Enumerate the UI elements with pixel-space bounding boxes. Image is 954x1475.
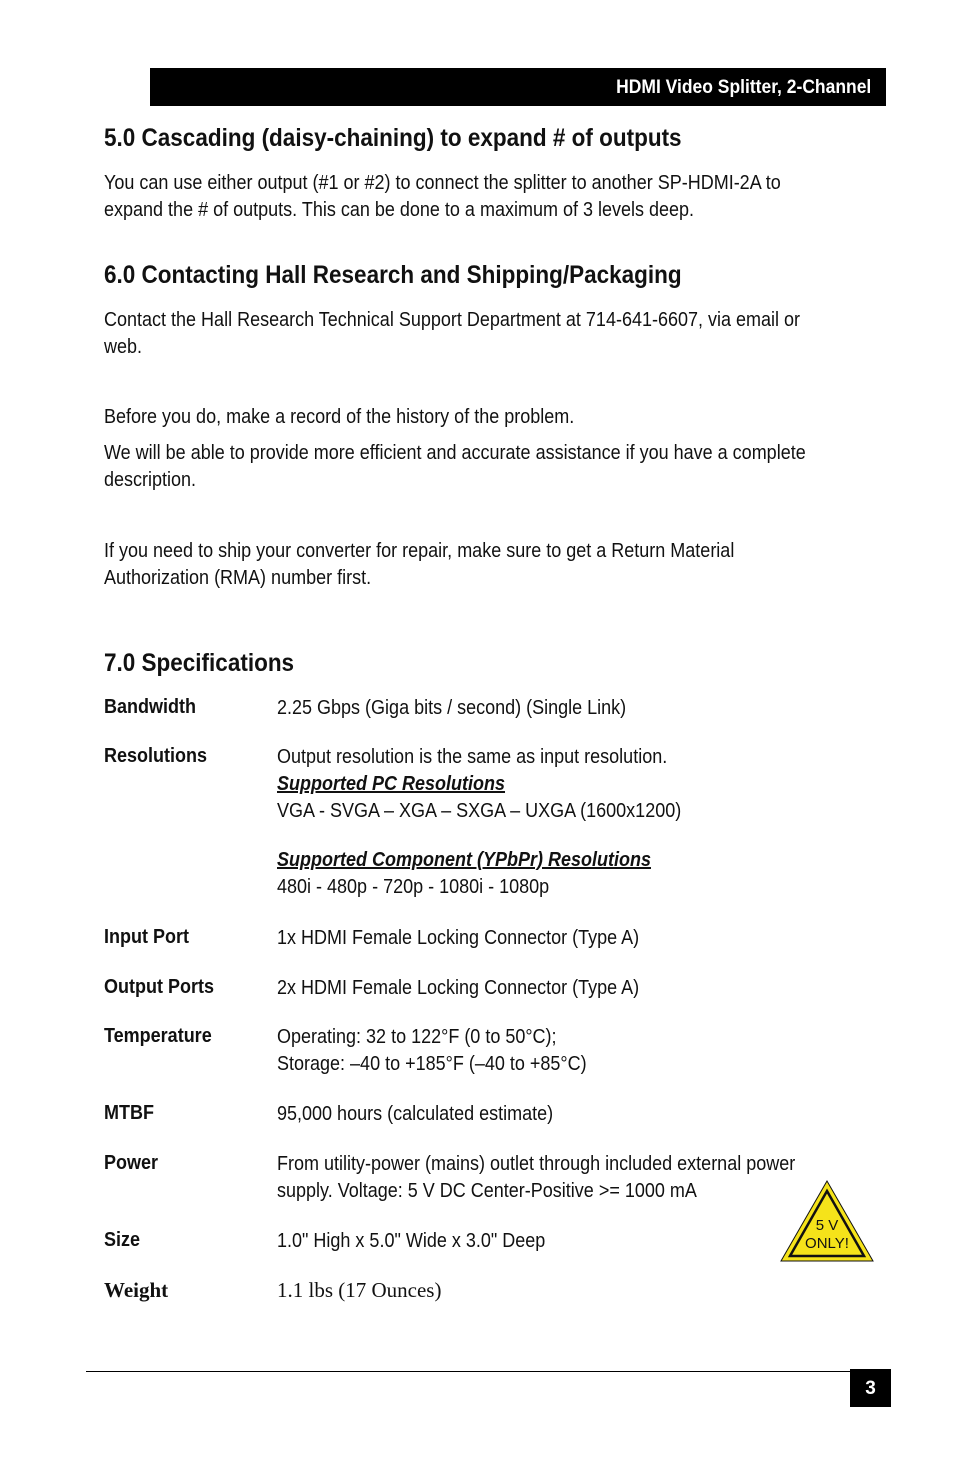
assistance-line-2: description. xyxy=(104,469,197,491)
warning-sign-line-1: 5 V xyxy=(815,1217,839,1234)
spec-value-mtbf: 95,000 hours (calculated estimate) xyxy=(277,1103,554,1125)
assistance-line-1: We will be able to provide more efficient and accurate assistance if you have a complete xyxy=(104,442,806,464)
assistance-paragraph xyxy=(104,440,869,494)
footer-rule xyxy=(86,1371,850,1372)
spec-value-weight: 1.1 lbs (17 Ounces) xyxy=(277,1278,442,1302)
spec-value-size: 1.0" High x 5.0" Wide x 3.0" Deep xyxy=(277,1230,546,1252)
temperature-operating: Operating: 32 to 122°F (0 to 50°C); xyxy=(277,1026,557,1048)
document-title: HDMI Video Splitter, 2-Channel xyxy=(616,77,872,98)
spec-label-temperature: Temperature xyxy=(104,1025,212,1047)
section-heading-cascading: 5.0 Cascading (daisy-chaining) to expand # of outputs xyxy=(104,124,682,152)
component-resolutions-heading: Supported Component (YPbPr) Resolutions xyxy=(277,849,651,871)
spec-label-weight: Weight xyxy=(104,1278,169,1302)
spec-value-bandwidth: 2.25 Gbps (Giga bits / second) (Single Link) xyxy=(277,697,627,719)
spec-label-size: Size xyxy=(104,1229,141,1251)
pc-resolutions-heading: Supported PC Resolutions xyxy=(277,773,506,795)
resolutions-note: Output resolution is the same as input resolution. xyxy=(277,746,668,768)
contact-paragraph xyxy=(104,307,869,361)
temperature-storage: Storage: –40 to +185°F (–40 to +85°C) xyxy=(277,1053,587,1075)
power-line-2: supply. Voltage: 5 V DC Center-Positive >= 1000 mA xyxy=(277,1180,697,1202)
spec-label-output-ports: Output Ports xyxy=(104,976,214,998)
spec-label-mtbf: MTBF xyxy=(104,1102,154,1124)
history-paragraph: Before you do, make a record of the history of the problem. xyxy=(104,406,575,428)
rma-paragraph xyxy=(104,538,869,592)
warning-triangle-icon xyxy=(778,1178,876,1264)
spec-value-resolutions xyxy=(277,744,681,901)
section-heading-specifications: 7.0 Specifications xyxy=(104,649,295,677)
spec-label-resolutions: Resolutions xyxy=(104,745,208,767)
section-heading-contacting: 6.0 Contacting Hall Research and Shipping/Packaging xyxy=(104,261,682,289)
page-number: 3 xyxy=(850,1369,891,1407)
power-line-1: From utility-power (mains) outlet through included external power xyxy=(277,1153,796,1175)
spec-value-input-port: 1x HDMI Female Locking Connector (Type A) xyxy=(277,927,640,949)
cascading-line-2: expand the # of outputs. This can be done to a maximum of 3 levels deep. xyxy=(104,199,695,221)
cascading-line-1: You can use either output (#1 or #2) to connect the splitter to another SP-HDMI-2A to xyxy=(104,172,781,194)
spec-label-power: Power xyxy=(104,1152,159,1174)
running-header xyxy=(150,68,886,106)
component-resolutions-list: 480i - 480p - 720p - 1080i - 1080p xyxy=(277,876,550,898)
rma-line-2: Authorization (RMA) number first. xyxy=(104,567,372,589)
contact-line-2: web. xyxy=(104,336,143,358)
spec-label-input-port: Input Port xyxy=(104,926,189,948)
rma-line-1: If you need to ship your converter for repair, make sure to get a Return Material xyxy=(104,540,735,562)
spec-value-power xyxy=(277,1151,795,1205)
spec-label-bandwidth: Bandwidth xyxy=(104,696,196,718)
spec-value-output-ports: 2x HDMI Female Locking Connector (Type A) xyxy=(277,977,640,999)
cascading-paragraph xyxy=(104,170,869,224)
spec-value-temperature xyxy=(277,1024,587,1078)
contact-line-1: Contact the Hall Research Technical Support Department at 714-641-6607, via email or xyxy=(104,309,801,331)
pc-resolutions-list: VGA - SVGA – XGA – SXGA – UXGA (1600x1200) xyxy=(277,800,682,822)
warning-sign-line-2: ONLY! xyxy=(805,1235,849,1252)
